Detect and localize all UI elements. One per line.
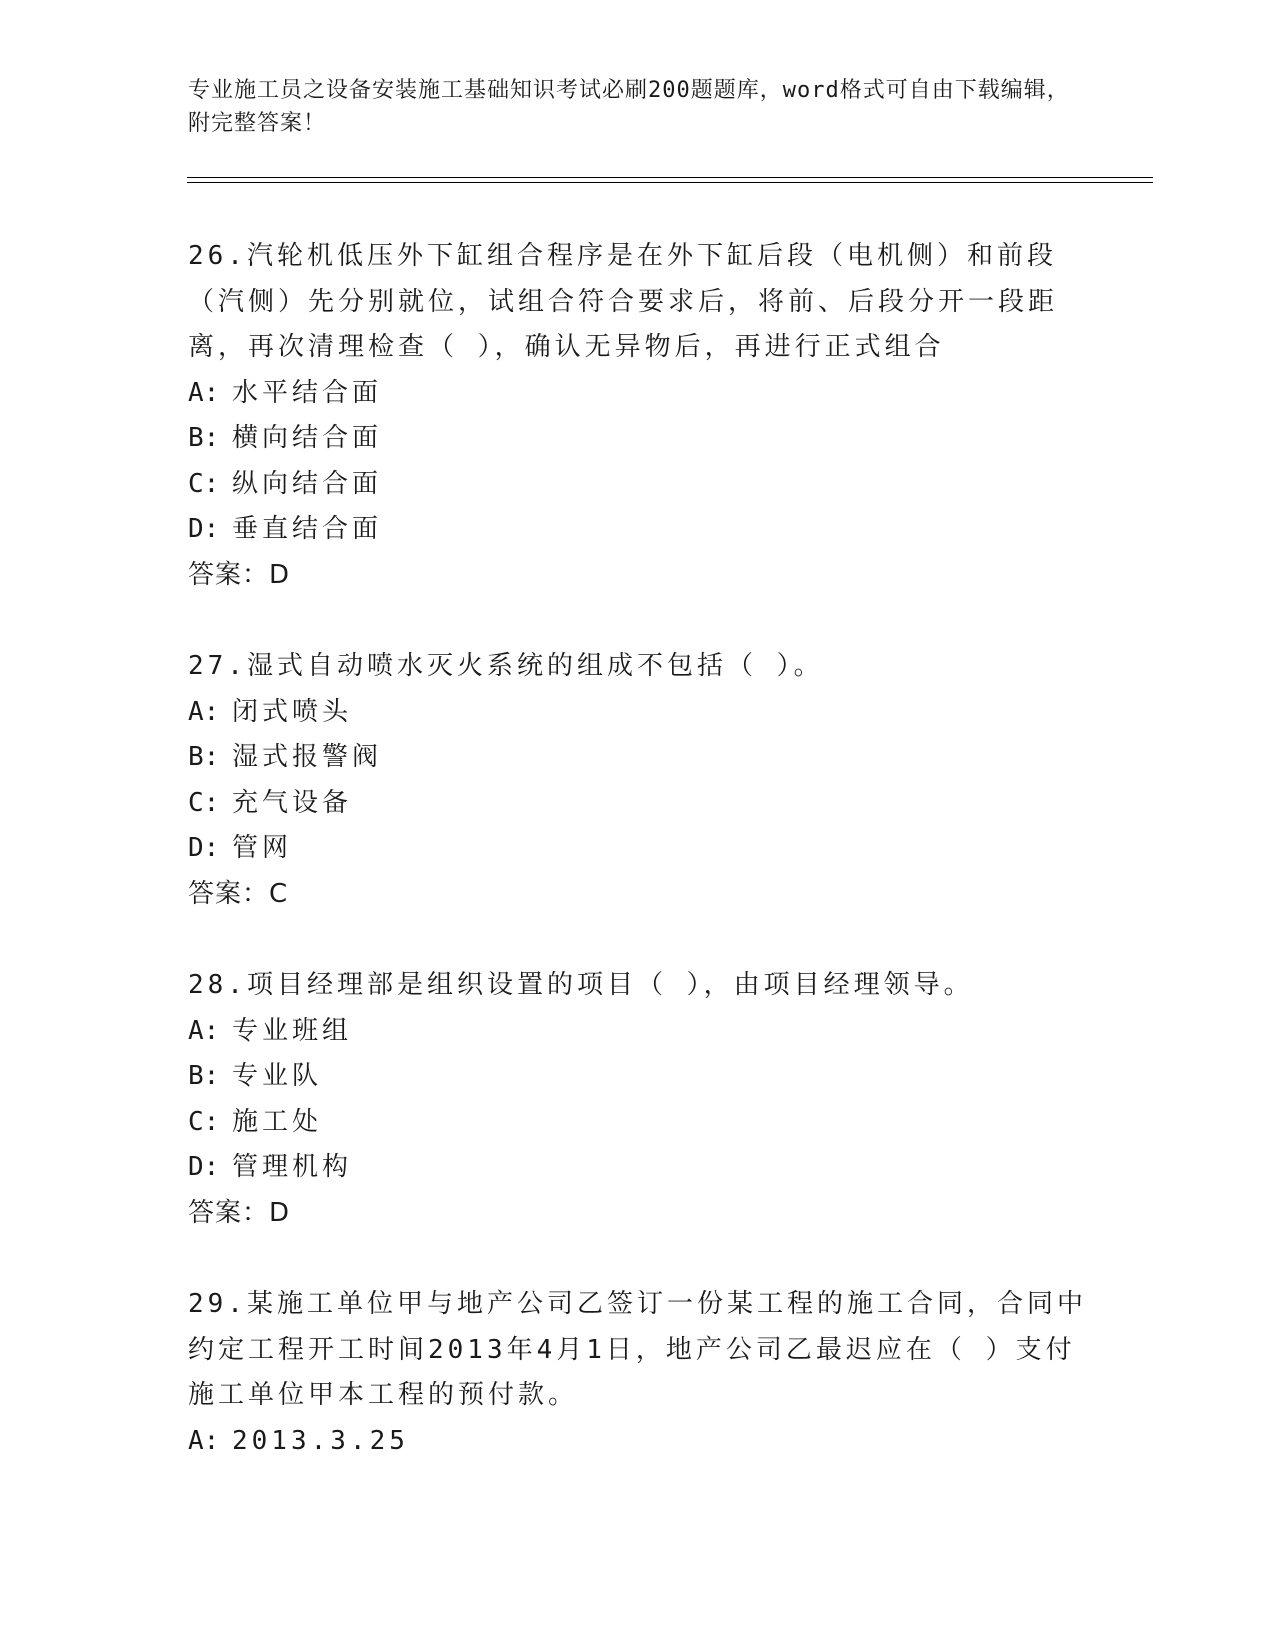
answer-line: 答案：D — [188, 1197, 291, 1228]
option-b — [188, 1054, 1088, 1100]
question-text: 26.汽轮机低压外下缸组合程序是在外下缸后段（电机侧）和前段（汽侧）先分别就位，试组合符合要求后，将前、后段分开一段距离，再次清理检查（ ），确认无异物后，再进行正式组合 — [188, 241, 1059, 362]
option-text: 管网 — [232, 833, 293, 863]
option-c — [188, 781, 1088, 827]
option-letter: D: — [188, 514, 220, 544]
option-a — [188, 1009, 1088, 1055]
option-a — [188, 371, 1088, 417]
option-c — [188, 462, 1088, 508]
option-text: 管理机构 — [232, 1152, 353, 1182]
option-d — [188, 507, 1088, 553]
document-header — [188, 74, 1088, 140]
option-letter: D: — [188, 1152, 220, 1182]
question-28 — [188, 963, 1088, 1236]
option-d — [188, 1145, 1088, 1191]
option-letter: B: — [188, 742, 220, 772]
option-letter: C: — [188, 787, 220, 818]
answer-line: 答案：D — [188, 559, 291, 590]
option-text: 闭式喷头 — [232, 696, 353, 727]
option-text: 湿式报警阀 — [232, 742, 383, 772]
option-text: 充气设备 — [232, 787, 353, 818]
option-letter: C: — [188, 1106, 220, 1137]
option-text: 专业队 — [232, 1061, 323, 1091]
option-a — [188, 1419, 1088, 1465]
option-text: 横向结合面 — [232, 423, 383, 453]
option-b — [188, 735, 1088, 781]
option-letter: B: — [188, 1061, 220, 1091]
header-divider-top — [187, 177, 1153, 178]
option-text: 纵向结合面 — [232, 468, 383, 499]
option-text: 2013.3.25 — [232, 1425, 409, 1456]
option-text: 施工处 — [232, 1106, 323, 1137]
option-letter: A: — [188, 696, 220, 727]
question-27 — [188, 644, 1088, 917]
header-divider-bottom — [187, 182, 1153, 183]
option-text: 垂直结合面 — [232, 514, 383, 544]
question-text: 27.湿式自动喷水灭火系统的组成不包括（ ）。 — [188, 651, 824, 681]
option-c — [188, 1100, 1088, 1146]
question-29 — [188, 1282, 1088, 1464]
question-26 — [188, 234, 1088, 598]
question-text: 29.某施工单位甲与地产公司乙签订一份某工程的施工合同，合同中约定工程开工时间2013年4月1日，地产公司乙最迟应在（ ）支付施工单位甲本工程的预付款。 — [188, 1289, 1087, 1410]
question-text: 28.项目经理部是组织设置的项目（ ），由项目经理领导。 — [188, 970, 974, 1000]
option-letter: A: — [188, 1015, 220, 1046]
answer-line: 答案：C — [188, 878, 289, 909]
option-letter: C: — [188, 468, 220, 499]
option-text: 专业班组 — [232, 1015, 353, 1046]
option-text: 水平结合面 — [232, 377, 383, 408]
question-list — [188, 234, 1088, 1510]
header-title: 专业施工员之设备安装施工基础知识考试必刷200题题库，word格式可自由下载编辑，附完整答案！ — [188, 78, 1070, 136]
option-d — [188, 826, 1088, 872]
option-letter: A: — [188, 1425, 220, 1456]
option-letter: B: — [188, 423, 220, 453]
option-letter: A: — [188, 377, 220, 408]
option-b — [188, 416, 1088, 462]
option-letter: D: — [188, 833, 220, 863]
option-a — [188, 690, 1088, 736]
